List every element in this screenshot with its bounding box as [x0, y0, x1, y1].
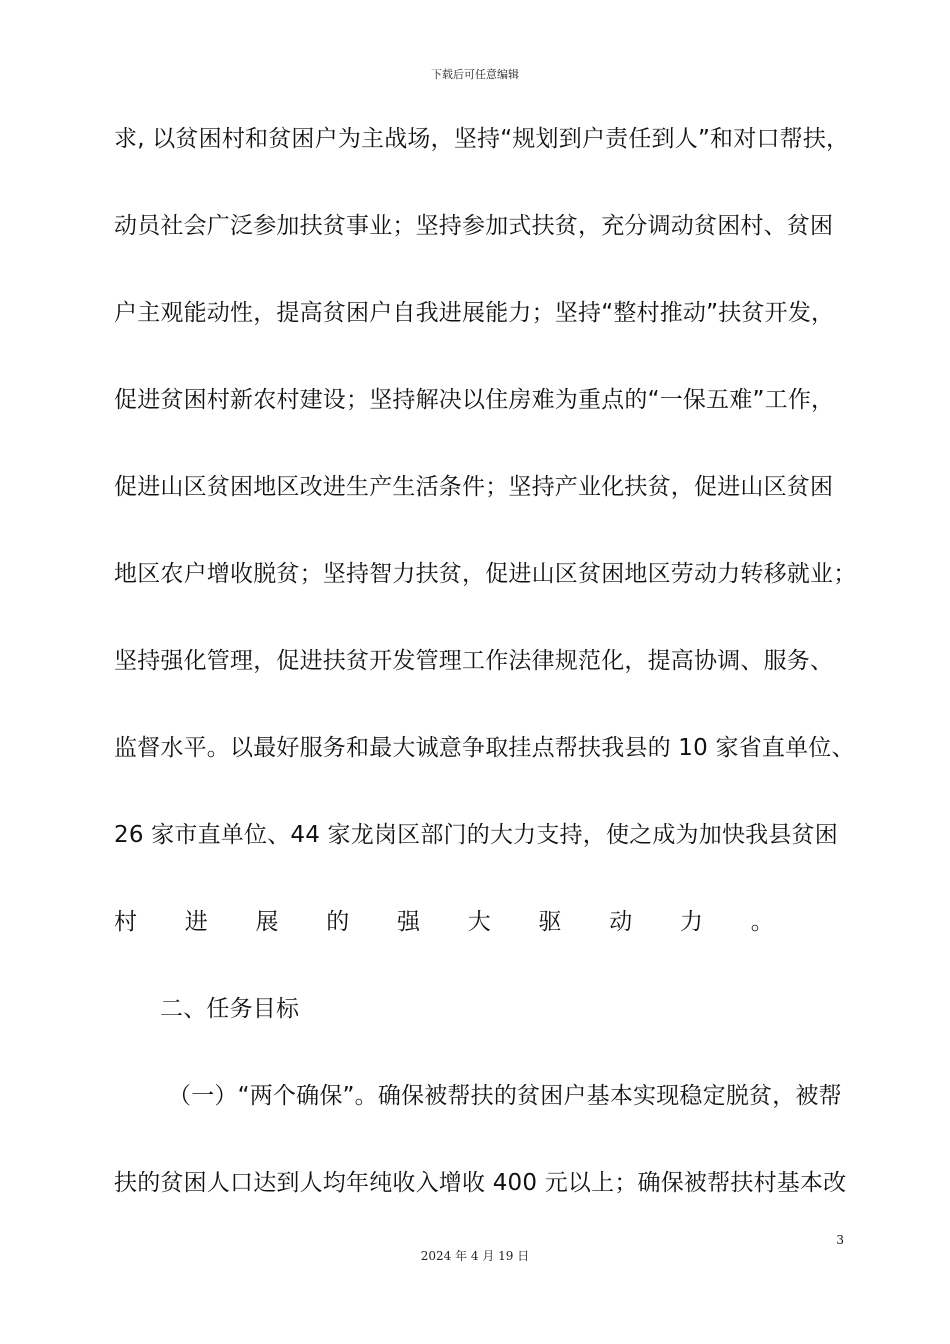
body-line: 地区农户增收脱贫；坚持智力扶贫，促进山区贫困地区劳动力转移就业；	[114, 561, 857, 587]
spread-char: 力	[680, 909, 704, 935]
spread-char: 大	[467, 909, 491, 935]
justified-body-line	[114, 899, 774, 986]
spread-char: 展	[255, 909, 279, 935]
section-heading: 二、任务目标	[160, 996, 300, 1022]
spread-char: 的	[326, 909, 350, 935]
body-line: 26 家市直单位、44 家龙岗区部门的大力支持，使之成为加快我县贫困	[114, 822, 838, 848]
body-line: 求, 以贫困村和贫困户为主战场，坚持“规划到户责任到人”和对口帮扶，	[114, 126, 850, 152]
body-line: 监督水平。以最好服务和最大诚意争取挂点帮扶我县的 10 家省直单位、	[114, 735, 855, 761]
paragraph-first-line: （一）“两个确保”。确保被帮扶的贫困户基本实现稳定脱贫，被帮	[168, 1083, 842, 1109]
spread-char: 动	[609, 909, 633, 935]
spread-char: 强	[397, 909, 421, 935]
body-line: 促进贫困村新农村建设；坚持解决以住房难为重点的“一保五难”工作，	[114, 387, 835, 413]
document-body	[114, 116, 857, 1247]
spread-char: 进	[184, 909, 208, 935]
spread-char: 驱	[538, 909, 562, 935]
body-line: 动员社会广泛参加扶贫事业；坚持参加式扶贫，充分调动贫困村、贫困	[114, 213, 834, 239]
spread-char: 村	[114, 909, 138, 935]
body-line: 户主观能动性，提高贫困户自我进展能力；坚持“整村推动”扶贫开发，	[114, 300, 835, 326]
spread-char: 。	[750, 909, 774, 935]
page-footer-date: 2024 年 4 月 19 日	[420, 1249, 530, 1263]
body-line: 促进山区贫困地区改进生产生活条件；坚持产业化扶贫，促进山区贫困	[114, 474, 834, 500]
page-number: 3	[836, 1233, 844, 1247]
page-header: 下载后可任意编辑	[431, 68, 519, 81]
body-line: 扶的贫困人口达到人均年纯收入增收 400 元以上；确保被帮扶村基本改	[114, 1170, 847, 1196]
body-line: 坚持强化管理，促进扶贫开发管理工作法律规范化，提高协调、服务、	[114, 648, 834, 674]
